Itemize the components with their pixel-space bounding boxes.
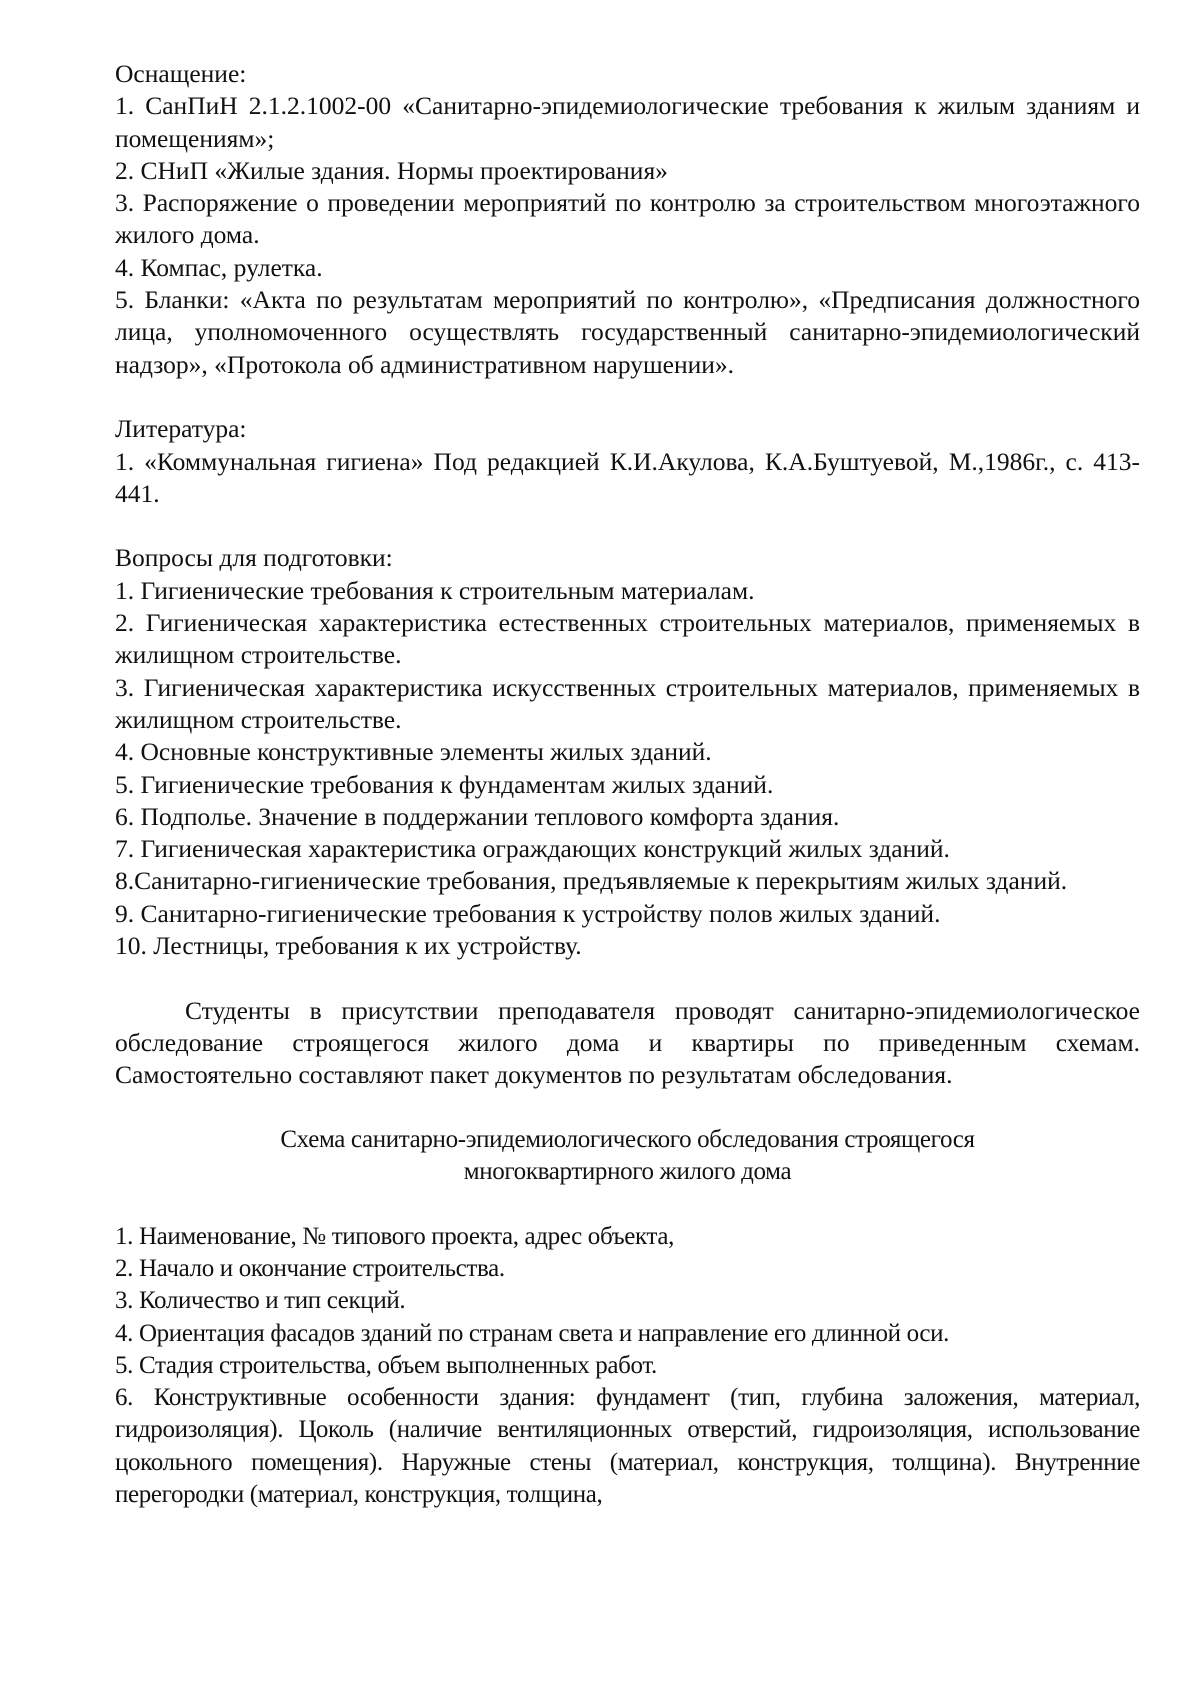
section-heading: Оснащение: bbox=[115, 59, 247, 88]
spacer bbox=[115, 381, 1140, 413]
spacer bbox=[115, 1188, 1140, 1220]
scheme-title-line-2: многоквартирного жилого дома bbox=[463, 1158, 792, 1186]
list-item: 5. Бланки: «Акта по результатам мероприятий по контролю», «Предписания должностного лица, уполномоченного осуществлять государственный санитарно-эпидемиологический надзор», «Протокола об административном нарушении». bbox=[115, 285, 1140, 379]
list-item: 2. Гигиеническая характеристика естественных строительных материалов, применяемых в жилищном строительстве. bbox=[115, 608, 1140, 670]
list-item: 10. Лестницы, требования к их устройству. bbox=[115, 931, 582, 961]
list-item: 5. Гигиенические требования к фундаментам жилых зданий. bbox=[115, 769, 774, 799]
list-item: 6. Конструктивные особенности здания: фундамент (тип, глубина заложения, материал, гидроизоляция). Цоколь (наличие вентиляционных отверстий, гидроизоляция, использование цокольного помещения). Наружные стены (материал, конструкция, толщина). Внутренние перегородки (материал, конструкция, толщина, bbox=[115, 1384, 1140, 1509]
list-item: 4. Ориентация фасадов зданий по странам света и направление его длинной оси. bbox=[115, 1319, 950, 1347]
list-item: 1. Гигиенические требования к строительным материалам. bbox=[115, 575, 755, 605]
equipment-section bbox=[115, 58, 1140, 381]
literature-section bbox=[115, 413, 1140, 510]
document-page bbox=[115, 58, 1140, 1511]
list-item: 5. Стадия строительства, объем выполненных работ. bbox=[115, 1351, 657, 1379]
list-item: 6. Подполье. Значение в поддержании теплового комфорта здания. bbox=[115, 801, 840, 831]
spacer bbox=[115, 1092, 1140, 1124]
list-item: 7. Гигиеническая характеристика ограждающих конструкций жилых зданий. bbox=[115, 834, 950, 864]
section-heading: Литература: bbox=[115, 414, 247, 444]
list-item: 3. Распоряжение о проведении мероприятий по контролю за строительством многоэтажного жилого дома. bbox=[115, 188, 1140, 250]
list-item: 1. Наименование, № типового проекта, адрес объекта, bbox=[115, 1222, 675, 1250]
section-heading: Вопросы для подготовки: bbox=[115, 543, 393, 573]
list-item: 3. Количество и тип секций. bbox=[115, 1287, 406, 1315]
list-item: 8.Санитарно-гигиенические требования, предъявляемые к перекрытиям жилых зданий. bbox=[115, 866, 1068, 896]
scheme-section bbox=[115, 1124, 1140, 1512]
list-item: 1. СанПиН 2.1.2.1002-00 «Санитарно-эпидемиологические требования к жилым зданиям и помещениям»; bbox=[115, 91, 1140, 153]
list-item: 4. Основные конструктивные элементы жилых зданий. bbox=[115, 737, 712, 767]
spacer bbox=[115, 962, 1140, 994]
list-item: 9. Санитарно-гигиенические требования к устройству полов жилых зданий. bbox=[115, 898, 941, 928]
questions-section bbox=[115, 542, 1140, 962]
spacer bbox=[115, 510, 1140, 542]
list-item: 3. Гигиеническая характеристика искусственных строительных материалов, применяемых в жилищном строительстве. bbox=[115, 672, 1140, 734]
list-item: 2. СНиП «Жилые здания. Нормы проектирования» bbox=[115, 155, 668, 185]
scheme-title-line-1: Схема санитарно-эпидемиологического обследования строящегося bbox=[280, 1125, 975, 1153]
list-item: 4. Компас, рулетка. bbox=[115, 252, 323, 282]
list-item: 1. «Коммунальная гигиена» Под редакцией К.И.Акулова, К.А.Буштуевой, М.,1986г., с. 413-441. bbox=[115, 446, 1140, 508]
task-paragraph: Студенты в присутствии преподавателя проводят санитарно-эпидемиологическое обследование строящегося жилого дома и квартиры по приведенным схемам. Самостоятельно составляют пакет документов по результатам обследования. bbox=[115, 995, 1140, 1090]
list-item: 2. Начало и окончание строительства. bbox=[115, 1254, 505, 1282]
